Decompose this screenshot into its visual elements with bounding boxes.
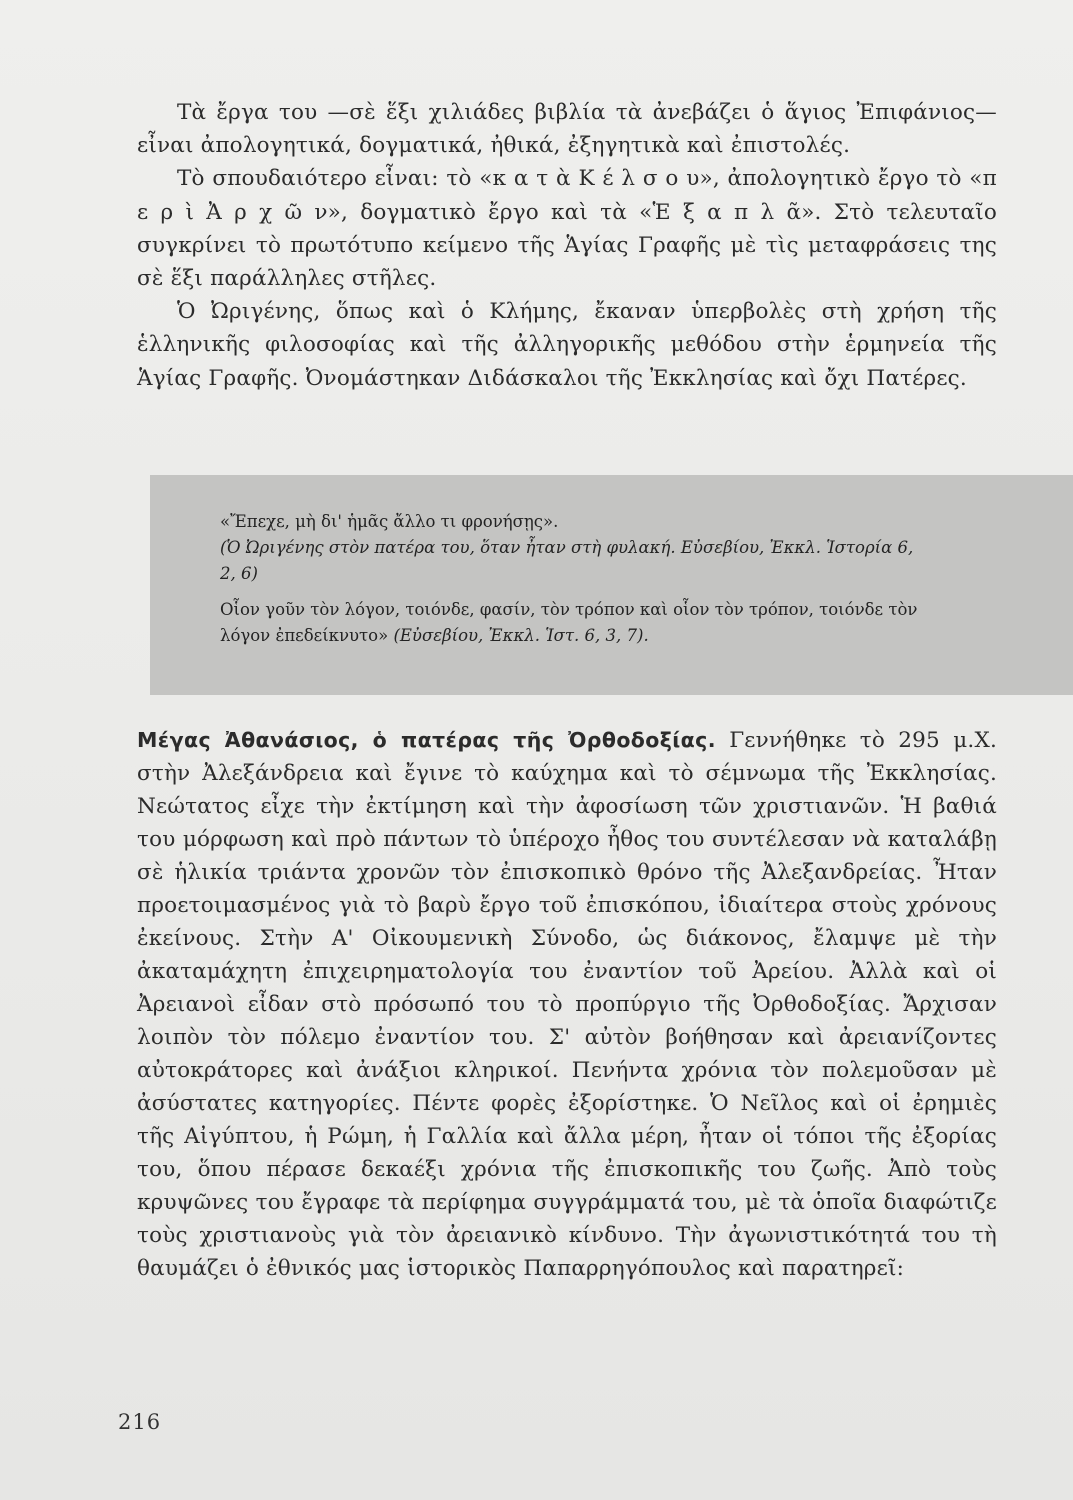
- paragraph-important-works: Τὸ σπουδαιότερο εἶναι: τὸ «κ α τ ὰ Κ έ λ σ ο υ», ἀπολογητικὸ ἔργο τὸ «π ε ρ ὶ Ἀ ρ χ ῶ ν», δογματικὸ ἔργο καὶ τὰ «Ἑ ξ α π λ ᾶ». Στὸ τελευταῖο συγκρίνει τὸ πρωτότυπο κείμενο τῆς Ἁγίας Γραφῆς μὲ τὶς μεταφράσεις της σὲ ἕξι παράλληλες στῆλες.: [137, 166, 997, 292]
- quote-source-1: (Ὁ Ὠριγένης στὸν πατέρα του, ὅταν ἦταν στὴ φυλακή. Εὐσεβίου, Ἐκκλ. Ἱστορία 6, 2, 6): [220, 538, 914, 583]
- section-body: Γεννήθηκε τὸ 295 μ.Χ. στὴν Ἀλεξάνδρεια καὶ ἔγινε τὸ καύχημα καὶ τὸ σέμνωμα τῆς Ἐκκλησίας. Νεώτατος εἶχε τὴν ἐκτίμηση καὶ τὴν ἀφοσίωση τῶν χριστιανῶν. Ἡ βαθιά του μόρφωση καὶ πρὸ πάντων τὸ ὑπέροχο ἦθος του συντέλεσαν νὰ καταλάβῃ σὲ ἡλικία τριάντα χρονῶν τὸν ἐπισκοπικὸ θρόνο τῆς Ἀλεξανδρείας. Ἦταν προετοιμασμένος γιὰ τὸ βαρὺ ἔργο τοῦ ἐπισκόπου, ἰδιαίτερα στοὺς χρόνους ἐκείνους. Στὴν Α' Οἰκουμενικὴ Σύνοδο, ὡς διάκονος, ἔλαμψε μὲ τὴν ἀκαταμάχητη ἐπιχειρηματολογία του ἐναντίον τοῦ Ἀρείου. Ἀλλὰ καὶ οἱ Ἀρειανοὶ εἶδαν στὸ πρόσωπό του τὸ προπύργιο τῆς Ὀρθοδοξίας. Ἄρχισαν λοιπὸν τὸν πόλεμο ἐναντίον του. Σ' αὐτὸν βοήθησαν καὶ ἀρειανίζοντες αὐτοκράτορες καὶ ἀνάξιοι κληρικοί. Πενήντα χρόνια τὸν πολεμοῦσαν μὲ ἀσύστατες κατηγορίες. Πέντε φορὲς ἐξορίστηκε. Ὁ Νεῖλος καὶ οἱ ἐρημιὲς τῆς Αἰγύπτου, ἡ Ρώμη, ἡ Γαλλία καὶ ἄλλα μέρη, ἦταν οἱ τόποι τῆς ἐξορίας του, ὅπου πέρασε δεκαέξι χρόνια τῆς ἐπισκοπικῆς του ζωῆς. Ἀπὸ τοὺς κρυψῶνες του ἔγραφε τὰ περίφημα συγγράμματά του, μὲ τὰ ὁποῖα διαφώτιζε τοὺς χριστιανοὺς γιὰ τὸν ἀρειανικὸ κίνδυνο. Τὴν ἀγωνιστικότητά του τὴ θαυμάζει ὁ ἐθνικός μας ἱστορικὸς Παπαρρηγόπουλος καὶ παρατηρεῖ:: [137, 728, 997, 1281]
- quote-line-2: [220, 597, 920, 649]
- athanasius-section: [137, 724, 997, 1285]
- paragraph-works: Τὰ ἔργα του —σὲ ἕξι χιλιάδες βιβλία τὰ ἀνεβάζει ὁ ἅγιος Ἐπιφάνιος— εἶναι ἀπολογητικά, δογματικά, ἠθικά, ἐξηγητικὰ καὶ ἐπιστολές.: [137, 100, 997, 159]
- paragraph-origen-clement: Ὁ Ὠριγένης, ὅπως καὶ ὁ Κλήμης, ἔκαναν ὑπερβολὲς στὴ χρήση τῆς ἑλληνικῆς φιλοσοφίας καὶ τῆς ἀλληγορικῆς μεθόδου στὴν ἑρμηνεία τῆς Ἁγίας Γραφῆς. Ὀνομάστηκαν Διδάσκαλοι τῆς Ἐκκλησίας καὶ ὄχι Πατέρες.: [137, 299, 997, 391]
- quote-line-1: «Ἔπεχε, μὴ δι' ἡμᾶς ἄλλο τι φρονήσῃς».: [220, 512, 559, 531]
- athanasius-paragraph: [137, 724, 997, 1285]
- top-text-block: [137, 96, 997, 395]
- quote-content: [220, 509, 920, 649]
- section-heading: Μέγας Ἀθανάσιος, ὁ πατέρας τῆς Ὀρθοδοξίας.: [137, 728, 716, 752]
- quote-box: [150, 475, 1073, 695]
- page-number: 216: [118, 1410, 162, 1434]
- quote-line-2-text: Οἷον γοῦν τὸν λόγον, τοιόνδε, φασίν, τὸν τρόπον καὶ οἷον τὸν τρόπον, τοιόνδε τὸν λόγον ἐπεδείκνυτο»: [220, 600, 918, 645]
- quote-source-2: (Εὐσεβίου, Ἐκκλ. Ἱστ. 6, 3, 7).: [393, 626, 649, 645]
